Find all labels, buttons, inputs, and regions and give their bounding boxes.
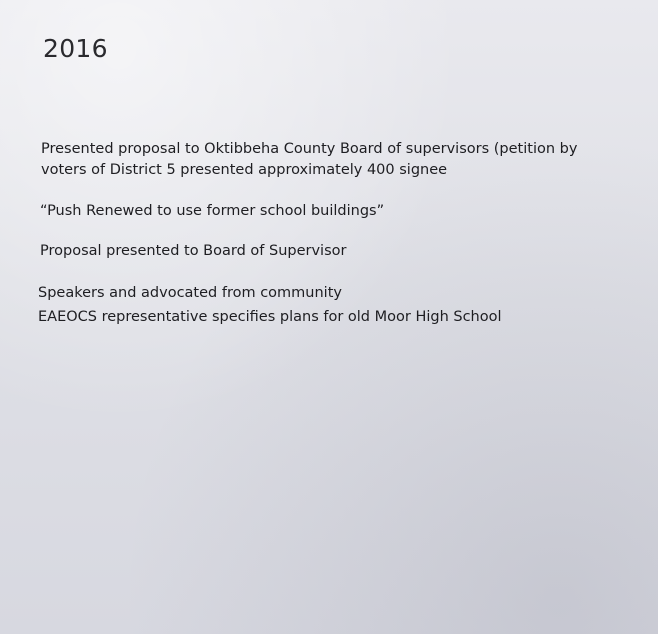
entry-eaeocs-plans: EAEOCS representative specifies plans for old Moor High School xyxy=(38,309,502,325)
entry-speakers: Speakers and advocated from community xyxy=(38,285,342,301)
entry-proposal-line-2: voters of District 5 presented approximately 400 signee xyxy=(41,162,448,178)
entry-proposal-line-1: Presented proposal to Oktibbeha County Board of supervisors (petition by xyxy=(41,141,578,157)
page-title-year: 2016 xyxy=(43,34,108,63)
entry-headline-quote: “Push Renewed to use former school buildings” xyxy=(40,203,385,219)
entry-proposal-presented: Proposal presented to Board of Supervisor xyxy=(40,243,347,259)
